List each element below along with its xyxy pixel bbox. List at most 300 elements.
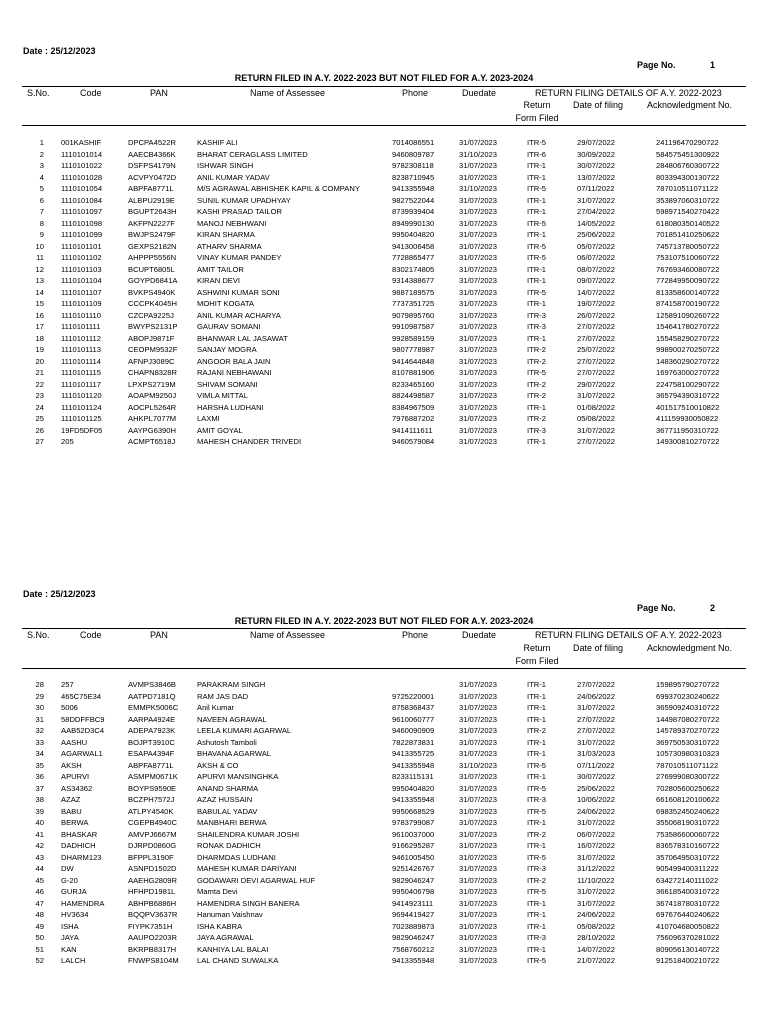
cell-code: 1110101104 (61, 276, 102, 285)
table-row (0, 784, 768, 796)
cell-date-of-filing: 29/07/2022 (577, 138, 616, 147)
header-return-form-line1: Return (523, 643, 551, 653)
cell-name: MAHESH CHANDER TRIVEDI (197, 437, 302, 446)
cell-duedate: 31/07/2023 (459, 379, 498, 389)
cell-phone: 8384967509 (392, 402, 435, 412)
cell-date-of-filing: 09/07/2022 (577, 276, 616, 285)
cell-ack-no: 998900270250722 (656, 345, 720, 354)
cell-sno: 9 (39, 230, 44, 239)
cell-code: DADHICH (61, 841, 96, 850)
cell-pan: AAECB4366K (128, 149, 176, 159)
header-return-form-line1: Return (523, 100, 551, 110)
cell-date-of-filing: 30/07/2022 (577, 772, 616, 781)
cell-duedate: 31/07/2023 (459, 749, 498, 758)
cell-code: DHARM123 (61, 852, 102, 862)
cell-code: G-20 (61, 875, 78, 885)
cell-phone: 9314388677 (392, 276, 435, 285)
cell-sno: 29 (35, 691, 44, 701)
cell-phone: 9950668529 (392, 806, 435, 816)
cell-sno: 30 (35, 703, 44, 712)
cell-ack-no: 367418780310722 (656, 898, 720, 908)
cell-duedate: 31/07/2023 (459, 253, 498, 262)
cell-sno: 22 (35, 379, 44, 389)
cell-pan: ABPFA8771L (128, 760, 174, 770)
cell-return-form: ITR-1 (527, 772, 546, 781)
cell-ack-no: 836578310160722 (656, 841, 720, 850)
cell-duedate: 31/07/2023 (459, 910, 498, 919)
cell-duedate: 31/07/2023 (459, 391, 498, 400)
cell-phone: 9950406798 (392, 887, 435, 896)
cell-return-form: ITR-3 (527, 310, 546, 320)
cell-return-form: ITR-1 (527, 437, 546, 446)
report-title: RETURN FILED IN A.Y. 2022-2023 BUT NOT FILED FOR A.Y. 2023-2024 (234, 616, 534, 626)
cell-ack-no: 912518400210722 (656, 956, 720, 965)
cell-date-of-filing: 27/07/2022 (577, 680, 616, 689)
header-sno: S.No. (27, 630, 50, 640)
cell-phone: 9414111611 (392, 425, 433, 435)
cell-return-form: ITR-3 (527, 425, 546, 435)
cell-pan: AAEHG2809R (128, 875, 177, 885)
cell-date-of-filing: 16/07/2022 (577, 841, 616, 850)
cell-return-form: ITR-5 (527, 241, 546, 251)
cell-duedate: 31/07/2023 (459, 875, 498, 885)
cell-name: SHAILENDRA KUMAR JOSHI (197, 829, 300, 839)
cell-return-form: ITR-5 (527, 852, 546, 862)
cell-phone: 7568760212 (392, 944, 435, 954)
cell-phone: 9460579084 (392, 437, 435, 446)
cell-phone: 9807778987 (392, 345, 435, 354)
cell-date-of-filing: 27/07/2022 (577, 714, 616, 724)
cell-return-form: ITR-1 (527, 910, 546, 919)
header-ack: Acknowledgment No. (647, 643, 733, 653)
cell-name: LAL CHAND SUWALKA (197, 956, 279, 965)
cell-name: Mamta Devi (197, 887, 238, 896)
cell-name: BHARAT CERAGLASS LIMITED (197, 149, 308, 159)
header-date-of-filing: Date of filing (573, 643, 624, 653)
cell-return-form: ITR-2 (527, 391, 546, 400)
cell-sno: 8 (39, 218, 44, 228)
cell-phone: 8302174805 (392, 264, 435, 274)
cell-phone: 9166295287 (392, 841, 435, 850)
cell-return-form: ITR-2 (527, 345, 546, 354)
cell-pan: EMMPK5006C (128, 703, 179, 712)
cell-duedate: 31/07/2023 (459, 287, 498, 297)
cell-ack-no: 410704680050822 (656, 921, 720, 931)
cell-phone: 8233115131 (392, 772, 434, 781)
cell-pan: FNWPS8104M (128, 956, 179, 965)
cell-date-of-filing: 05/07/2022 (577, 241, 616, 251)
cell-return-form: ITR-6 (527, 149, 546, 159)
cell-pan: BVKPS4940K (128, 287, 176, 297)
cell-ack-no: 369750530310722 (656, 737, 720, 747)
cell-sno: 48 (35, 910, 44, 919)
cell-duedate: 31/07/2023 (459, 944, 498, 954)
cell-sno: 21 (35, 368, 44, 377)
header-return-form (515, 643, 559, 666)
cell-name: BHAVANA AGARWAL (197, 749, 271, 758)
table-row (0, 749, 768, 761)
cell-sno: 17 (35, 322, 44, 331)
cell-name: LAXMI (197, 414, 220, 423)
cell-phone: 8739939404 (392, 207, 435, 216)
table-row (0, 703, 768, 715)
cell-ack-no: 874158700190722 (656, 299, 720, 308)
cell-date-of-filing: 10/06/2022 (577, 795, 616, 804)
cell-duedate: 31/07/2023 (459, 795, 498, 804)
cell-name: RONAK DADHICH (197, 841, 261, 850)
cell-phone: 9782308118 (392, 161, 434, 170)
cell-date-of-filing: 31/07/2022 (577, 852, 616, 862)
cell-sno: 1 (39, 138, 44, 147)
cell-pan: DJRPD0860G (128, 841, 177, 850)
cell-date-of-filing: 27/04/2022 (577, 207, 616, 216)
cell-sno: 7 (39, 207, 44, 216)
cell-duedate: 31/07/2023 (459, 933, 498, 942)
header-pan: PAN (150, 630, 168, 640)
cell-name: Ashutosh Tamboli (197, 737, 257, 747)
cell-date-of-filing: 26/07/2022 (577, 310, 616, 320)
cell-duedate: 31/07/2023 (459, 322, 498, 331)
cell-return-form: ITR-2 (527, 726, 546, 735)
cell-duedate: 31/07/2023 (459, 887, 498, 896)
cell-date-of-filing: 13/07/2022 (577, 172, 616, 182)
cell-pan: BFPPL3190F (128, 852, 174, 862)
cell-pan: BGUPT2643H (128, 207, 177, 216)
cell-name: KASHI PRASAD TAILOR (197, 207, 282, 216)
cell-ack-no: 772849950090722 (656, 276, 720, 285)
cell-phone: 8824498587 (392, 391, 435, 400)
cell-code: 1110101120 (61, 391, 102, 400)
cell-return-form: ITR-1 (527, 703, 546, 712)
report-date: Date : 25/12/2023 (23, 589, 96, 599)
cell-return-form: ITR-1 (527, 161, 546, 170)
cell-sno: 31 (35, 714, 44, 724)
cell-duedate: 31/07/2023 (459, 333, 498, 343)
cell-phone: 8238710945 (392, 172, 435, 182)
table-row (0, 692, 768, 704)
cell-ack-no: 366185400310722 (656, 887, 720, 896)
cell-pan: BKRPB8317H (128, 944, 177, 954)
cell-date-of-filing: 31/07/2022 (577, 818, 616, 827)
cell-duedate: 31/07/2023 (459, 772, 498, 781)
cell-duedate: 31/10/2023 (459, 184, 498, 193)
cell-name: M/S AGRAWAL ABHISHEK KAPIL & COMPANY (197, 184, 360, 193)
cell-date-of-filing: 06/07/2022 (577, 829, 616, 839)
table-row (0, 933, 768, 945)
table-row (0, 726, 768, 738)
cell-name: ANGOOR BALA JAIN (197, 356, 271, 366)
page-number: 1 (710, 60, 716, 70)
cell-pan: AAYPG6390H (128, 425, 176, 435)
cell-phone: 9725220001 (392, 691, 435, 701)
cell-date-of-filing: 24/06/2022 (577, 910, 616, 919)
cell-ack-no: 241196470290722 (656, 138, 719, 147)
cell-sno: 35 (35, 760, 44, 770)
cell-return-form: ITR-1 (527, 276, 546, 285)
cell-pan: DPCPA4522R (128, 138, 176, 147)
cell-code: AAB52D3C4 (61, 726, 105, 735)
cell-ack-no: 803394300130722 (656, 172, 720, 182)
cell-return-form: ITR-1 (527, 402, 546, 412)
cell-code: KAN (61, 944, 77, 954)
header-date-of-filing: Date of filing (573, 100, 624, 110)
cell-sno: 28 (35, 680, 44, 689)
cell-return-form: ITR-3 (527, 795, 546, 804)
cell-phone: 9460809787 (392, 149, 435, 159)
cell-ack-no: 698352450240622 (656, 806, 720, 816)
cell-return-form: ITR-1 (527, 737, 546, 747)
cell-date-of-filing: 31/07/2022 (577, 425, 616, 435)
cell-code: AASHU (61, 737, 88, 747)
cell-ack-no: 905499400311222 (656, 864, 719, 873)
cell-name: BHANWAR LAL JASAWAT (197, 333, 288, 343)
cell-phone: 9950404820 (392, 230, 435, 239)
cell-duedate: 31/07/2023 (459, 680, 498, 689)
cell-duedate: 31/07/2023 (459, 818, 498, 827)
cell-sno: 36 (35, 772, 44, 781)
page-number: 2 (710, 603, 716, 613)
cell-sno: 34 (35, 749, 44, 758)
cell-pan: BCUPT6805L (128, 264, 175, 274)
cell-phone: 9413355948 (392, 795, 435, 804)
cell-return-form: ITR-5 (527, 287, 546, 297)
cell-code: 1110101112 (61, 333, 101, 343)
cell-duedate: 31/07/2023 (459, 356, 498, 366)
cell-pan: GOYPD6841A (128, 276, 178, 285)
cell-code: 1110101103 (61, 264, 102, 274)
cell-sno: 50 (35, 933, 44, 942)
cell-duedate: 31/07/2023 (459, 921, 498, 931)
cell-return-form: ITR-3 (527, 864, 546, 873)
cell-ack-no: 169763000270722 (656, 368, 720, 377)
cell-phone: 9414644848 (392, 356, 435, 366)
cell-date-of-filing: 05/08/2022 (577, 921, 616, 931)
cell-date-of-filing: 07/11/2022 (577, 760, 615, 770)
cell-return-form: ITR-5 (527, 368, 546, 377)
cell-phone: 9461005450 (392, 852, 435, 862)
cell-date-of-filing: 27/07/2022 (577, 356, 616, 366)
cell-pan: ASNPD1502D (128, 864, 177, 873)
cell-duedate: 31/10/2023 (459, 149, 498, 159)
cell-date-of-filing: 27/07/2022 (577, 322, 616, 331)
cell-name: MOHIT KOGATA (197, 299, 254, 308)
cell-date-of-filing: 29/07/2022 (577, 379, 616, 389)
cell-code: 001KASHIF (61, 138, 102, 147)
cell-duedate: 31/10/2023 (459, 760, 498, 770)
cell-name: GODAWARI DEVI AGARWAL HUF (197, 875, 316, 885)
cell-sno: 5 (39, 184, 44, 193)
cell-code: 1110101113 (61, 345, 101, 354)
cell-date-of-filing: 31/03/2023 (577, 749, 616, 758)
cell-pan: BWJPS2479F (128, 230, 176, 239)
cell-ack-no: 745713780050722 (656, 241, 720, 251)
table-row (0, 922, 768, 934)
cell-phone: 8758368437 (392, 703, 435, 712)
cell-sno: 16 (35, 310, 44, 320)
cell-date-of-filing: 31/07/2022 (577, 195, 616, 205)
cell-duedate: 31/07/2023 (459, 956, 498, 965)
cell-duedate: 31/07/2023 (459, 207, 498, 216)
cell-sno: 11 (36, 253, 44, 262)
cell-name: AMIT GOYAL (197, 425, 243, 435)
cell-name: AZAZ HUSSAIN (197, 795, 253, 804)
cell-phone: 9829046247 (392, 875, 435, 885)
cell-duedate: 31/07/2023 (459, 241, 498, 251)
cell-duedate: 31/07/2023 (459, 345, 498, 354)
cell-duedate: 31/07/2023 (459, 437, 498, 446)
cell-code: 1110101111 (61, 322, 101, 331)
cell-pan: BOYPS9590E (128, 783, 177, 793)
cell-code: BERWA (61, 818, 89, 827)
cell-ack-no: 353897060310722 (656, 195, 720, 205)
cell-return-form: ITR-2 (527, 414, 546, 423)
cell-sno: 26 (35, 425, 44, 435)
cell-pan: AMVPJ6667M (128, 829, 177, 839)
cell-date-of-filing: 06/07/2022 (577, 253, 616, 262)
cell-sno: 20 (35, 356, 44, 366)
table-row (0, 841, 768, 853)
cell-sno: 4 (39, 172, 44, 182)
table-row (0, 680, 768, 692)
cell-return-form: ITR-1 (527, 818, 546, 827)
cell-date-of-filing: 24/06/2022 (577, 691, 616, 701)
cell-date-of-filing: 21/07/2022 (577, 956, 616, 965)
cell-return-form: ITR-2 (527, 379, 546, 389)
table-row (0, 738, 768, 750)
cell-ack-no: 365909240310722 (656, 703, 720, 712)
cell-name: AKSH & CO (197, 760, 239, 770)
cell-phone: 9694419427 (392, 910, 435, 919)
header-group: RETURN FILING DETAILS OF A.Y. 2022-2023 (535, 88, 722, 98)
cell-pan: AVMPS3846B (128, 680, 176, 689)
cell-ack-no: 787010511071122 (656, 760, 719, 770)
header-ack: Acknowledgment No. (647, 100, 733, 110)
cell-date-of-filing: 31/12/2022 (577, 864, 616, 873)
cell-return-form: ITR-5 (527, 253, 546, 262)
cell-phone: 9413006458 (392, 241, 435, 251)
cell-date-of-filing: 27/07/2022 (577, 333, 616, 343)
cell-pan: HFHPD1981L (128, 887, 176, 896)
cell-return-form: ITR-5 (527, 138, 546, 147)
cell-ack-no: 697676440240622 (656, 910, 720, 919)
cell-name: VIMLA MITTAL (197, 391, 248, 400)
cell-return-form: ITR-1 (527, 230, 546, 239)
cell-name: NAVEEN AGRAWAL (197, 714, 267, 724)
cell-name: Anil Kumar (197, 703, 235, 712)
cell-phone: 9910987587 (392, 322, 435, 331)
cell-ack-no: 809056130140722 (656, 944, 720, 954)
cell-name: ISHA KABRA (197, 921, 243, 931)
cell-pan: DSFPS4179N (128, 161, 176, 170)
cell-duedate: 31/07/2023 (459, 402, 498, 412)
cell-duedate: 31/07/2023 (459, 783, 498, 793)
cell-return-form: ITR-1 (527, 944, 546, 954)
cell-pan: ACMPT6518J (128, 437, 176, 446)
page-label: Page No. (637, 60, 676, 70)
cell-pan: FIYPK7351H (128, 921, 173, 931)
cell-date-of-filing: 11/10/2022 (577, 875, 615, 885)
cell-sno: 32 (35, 726, 44, 735)
cell-code: 1110101028 (61, 172, 103, 182)
cell-code: ISHA (61, 921, 79, 931)
cell-duedate: 31/07/2023 (459, 829, 498, 839)
cell-return-form: ITR-1 (527, 264, 546, 274)
cell-code: 19FD5DF05 (61, 425, 103, 435)
cell-sno: 19 (35, 345, 44, 354)
cell-code: 465C75E34 (61, 691, 102, 701)
cell-ack-no: 787010511071122 (656, 184, 719, 193)
cell-code: HAMENDRA (61, 898, 105, 908)
cell-return-form: ITR-5 (527, 887, 546, 896)
cell-duedate: 31/07/2023 (459, 368, 498, 377)
cell-duedate: 31/07/2023 (459, 264, 498, 274)
cell-ack-no: 145789370270722 (656, 726, 720, 735)
cell-duedate: 31/07/2023 (459, 299, 498, 308)
cell-code: 1110101125 (61, 414, 102, 423)
cell-pan: ESAPA4394F (128, 749, 175, 758)
table-row (0, 715, 768, 727)
cell-pan: BWYPS2131P (128, 322, 178, 331)
report-title: RETURN FILED IN A.Y. 2022-2023 BUT NOT FILED FOR A.Y. 2023-2024 (234, 73, 534, 83)
cell-code: 1110101114 (61, 356, 101, 366)
cell-ack-no: 813358600140722 (656, 287, 720, 297)
table-row (0, 899, 768, 911)
cell-return-form: ITR-2 (527, 829, 546, 839)
cell-phone: 9829046247 (392, 933, 435, 942)
cell-date-of-filing: 27/07/2022 (577, 368, 616, 377)
header-name: Name of Assessee (250, 630, 326, 640)
cell-sno: 12 (35, 264, 44, 274)
cell-sno: 37 (35, 783, 44, 793)
cell-duedate: 31/07/2023 (459, 726, 498, 735)
cell-code: 1110101102 (61, 253, 102, 262)
cell-name: SUNIL KUMAR UPADHYAY (197, 195, 291, 205)
header-code: Code (80, 88, 102, 98)
header-pan: PAN (150, 88, 168, 98)
cell-ack-no: 276999080300722 (656, 772, 720, 781)
table-row (0, 807, 768, 819)
cell-return-form: ITR-1 (527, 749, 546, 758)
cell-ack-no: 224758100290722 (656, 379, 720, 389)
cell-code: AS34362 (61, 783, 93, 793)
cell-name: ANAND SHARMA (197, 783, 259, 793)
header-duedate: Duedate (462, 630, 497, 640)
cell-ack-no: 584575451300922 (656, 149, 720, 159)
cell-date-of-filing: 25/07/2022 (577, 345, 616, 354)
cell-duedate: 31/07/2023 (459, 737, 498, 747)
cell-phone: 8233465160 (392, 379, 435, 389)
cell-name: JAYA AGRAWAL (197, 933, 254, 942)
cell-return-form: ITR-1 (527, 207, 546, 216)
cell-date-of-filing: 27/07/2022 (577, 437, 616, 446)
cell-phone: 9413355948 (392, 760, 435, 770)
cell-return-form: ITR-1 (527, 898, 546, 908)
cell-ack-no: 155458290270722 (656, 333, 720, 343)
cell-return-form: ITR-5 (527, 760, 546, 770)
cell-code: 1110101124 (61, 402, 102, 412)
cell-sno: 51 (35, 944, 44, 954)
cell-sno: 2 (39, 149, 44, 159)
cell-sno: 47 (35, 898, 44, 908)
cell-return-form: ITR-1 (527, 691, 546, 701)
cell-sno: 23 (35, 391, 44, 400)
cell-ack-no: 767693460080722 (656, 264, 720, 274)
cell-code: 1110101099 (61, 230, 103, 239)
cell-date-of-filing: 31/07/2022 (577, 898, 616, 908)
cell-duedate: 31/07/2023 (459, 276, 498, 285)
cell-ack-no: 756096370281022 (656, 933, 720, 942)
table-row (0, 945, 768, 957)
